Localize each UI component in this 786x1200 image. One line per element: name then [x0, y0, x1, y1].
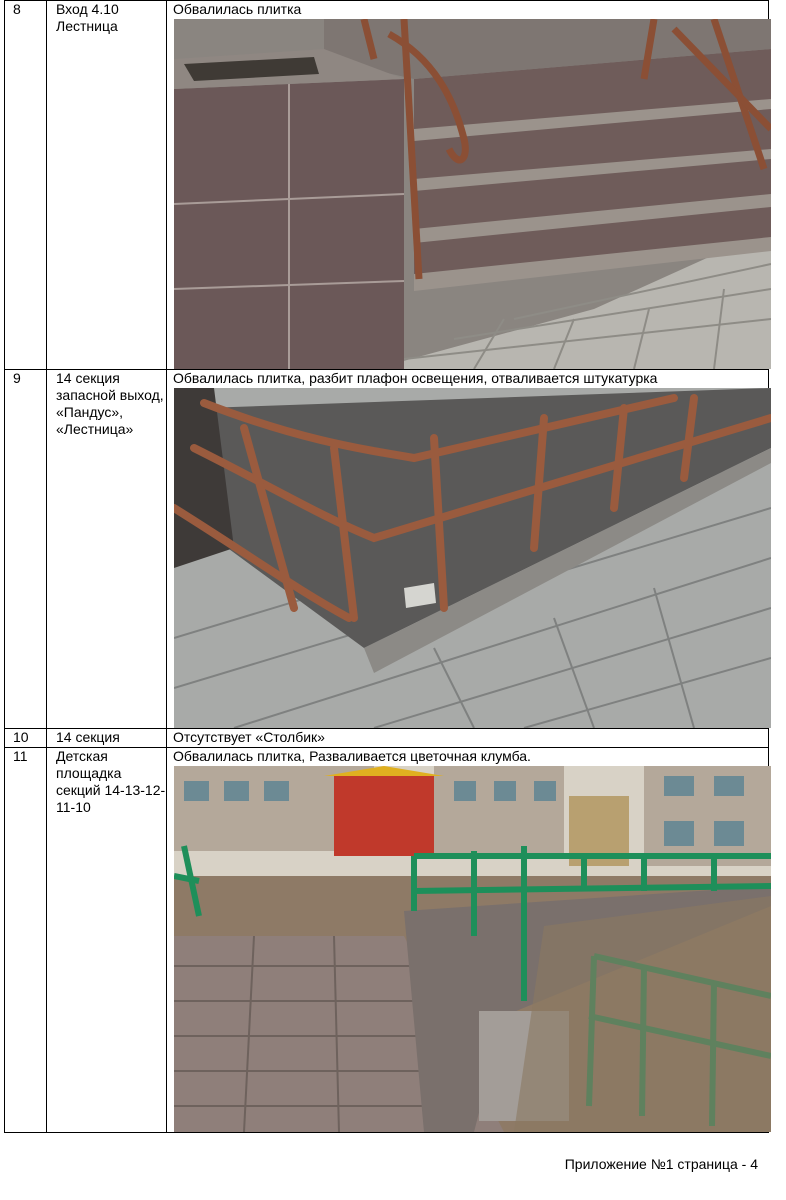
defects-table [4, 0, 769, 1133]
row-location: 14 секция [47, 729, 167, 748]
row-description-cell [167, 729, 769, 748]
row-location: 14 секция запасной выход, «Пандус», «Лестница» [47, 370, 167, 729]
ramp-photo-image [174, 388, 771, 728]
row-number: 8 [5, 1, 47, 370]
row-number: 10 [5, 729, 47, 748]
photo-stairs [174, 19, 771, 369]
row-description: Обвалилась плитка [173, 1, 302, 17]
stairs-photo-image [174, 19, 771, 369]
row-description-cell [167, 1, 769, 370]
photo-ramp [174, 388, 771, 728]
playground-photo-image [174, 766, 771, 1132]
photo-playground [174, 766, 771, 1132]
row-description: Обвалилась плитка, разбит плафон освещения, отваливается штукатурка [173, 370, 658, 386]
table-row [5, 1, 769, 370]
table-row [5, 748, 769, 1133]
table-row [5, 729, 769, 748]
row-location: Детская площадка секций 14-13-12-11-10 [47, 748, 167, 1133]
row-number: 11 [5, 748, 47, 1133]
row-description-cell [167, 370, 769, 729]
row-number: 9 [5, 370, 47, 729]
row-description-cell [167, 748, 769, 1133]
row-location: Вход 4.10 Лестница [47, 1, 167, 370]
page-footer: Приложение №1 страница - 4 [564, 1156, 758, 1172]
row-description: Обвалилась плитка, Разваливается цветочная клумба. [173, 748, 531, 764]
table-row [5, 370, 769, 729]
row-description: Отсутствует «Столбик» [173, 729, 325, 745]
